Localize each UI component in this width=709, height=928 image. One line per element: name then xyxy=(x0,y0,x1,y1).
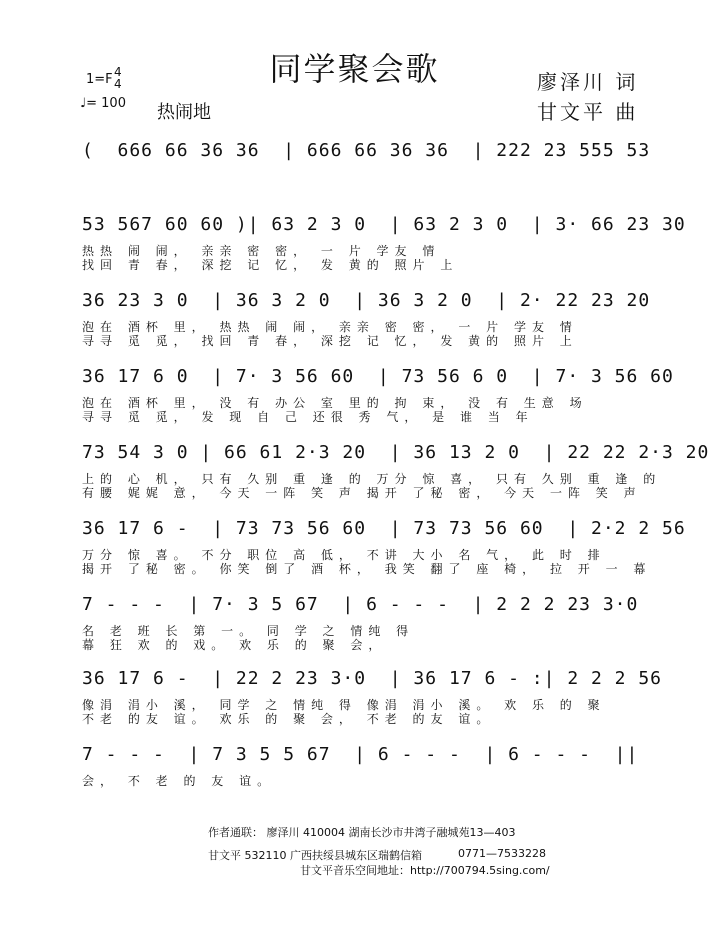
lyric-verse-2: 幕 狂 欢 的 戏。 欢 乐 的 聚 会， xyxy=(82,638,387,652)
lyric-verse-2: 寻寻 觅 觅， 发 现 自 己 还很 秀 气， 是 谁 当 年 xyxy=(82,410,534,424)
lyric-verse-1: 上的 心 机， 只有 久别 重 逢 的 万分 惊 喜， 只有 久别 重 逢 的 xyxy=(82,472,662,486)
lyric-verse-1: 万分 惊 喜。 不分 职位 高 低， 不讲 大小 名 气， 此 时 排 xyxy=(82,548,606,562)
notation-line: 7 - - - | 7 3 5 5 67 | 6 - - - | 6 - - - || xyxy=(82,744,639,765)
author-contact-line: 作者通联： 廖泽川 410004 湖南长沙市井湾子融城苑13—403 xyxy=(208,826,516,839)
lyricist-credit: 廖泽川 词 xyxy=(537,70,639,94)
music-space-url: 甘文平音乐空间地址：http://700794.5sing.com/ xyxy=(300,864,550,877)
key-signature: 1=F xyxy=(86,72,113,87)
lyric-verse-1: 会， 不 老 的 友 谊。 xyxy=(82,774,276,788)
composer-phone: 0771—7533228 xyxy=(458,847,546,860)
lyric-verse-2: 不老 的友 谊。 欢乐 的 聚 会， 不老 的友 谊。 xyxy=(82,712,495,726)
composer-credit: 甘文平 曲 xyxy=(537,100,639,124)
notation-line: 7 - - - | 7· 3 5 67 | 6 - - - | 2 2 2 23 3·0 xyxy=(82,594,639,615)
composer-contact-line: 甘文平 532110 广西扶绥县城东区瑞鹤信箱 xyxy=(208,849,422,862)
time-signature xyxy=(114,66,122,90)
notation-line: 36 17 6 0 | 7· 3 56 60 | 73 56 6 0 | 7· 3 56 60 xyxy=(82,366,674,387)
song-title: 同学聚会歌 xyxy=(269,50,440,88)
lyric-verse-1: 像涓 涓小 溪， 同学 之 情纯 得 像涓 涓小 溪。 欢 乐 的 聚 xyxy=(82,698,606,712)
notation-line: 73 54 3 0 | 66 61 2·3 20 | 36 13 2 0 | 22 22 2·3 20 xyxy=(82,442,709,463)
meter-top: 4 xyxy=(114,65,122,79)
lyric-verse-2: 有腰 娓娓 意， 今天 一阵 笑 声 揭开 了秘 密， 今天 一阵 笑 声 xyxy=(82,486,642,500)
lyric-verse-2: 揭开 了秘 密。 你笑 倒了 酒 杯， 我笑 翻了 座 椅， 拉 开 一 幕 xyxy=(82,562,652,576)
lyric-verse-1: 名 老 班 长 第 一。 同 学 之 情纯 得 xyxy=(82,624,415,638)
lyric-verse-1: 泡在 酒杯 里， 热热 闹 闹， 亲亲 密 密， 一 片 学友 情 xyxy=(82,320,578,334)
expression-marking: 热闹地 xyxy=(157,102,211,123)
notation-line: 53 567 60 60 )| 63 2 3 0 | 63 2 3 0 | 3· 66 23 30 xyxy=(82,214,686,235)
notation-line: 36 17 6 - | 73 73 56 60 | 73 73 56 60 | 2·2 2 56 xyxy=(82,518,686,539)
lyric-verse-2: 找回 青 春， 深挖 记 忆， 发 黄的 照片 上 xyxy=(82,258,459,272)
lyric-verse-1: 泡在 酒杯 里， 没 有 办公 室 里的 拘 束， 没 有 生意 场 xyxy=(82,396,588,410)
lyric-verse-1: 热热 闹 闹， 亲亲 密 密， 一 片 学友 情 xyxy=(82,244,441,258)
lyric-verse-2: 寻寻 觅 觅， 找回 青 春， 深挖 记 忆， 发 黄的 照片 上 xyxy=(82,334,578,348)
tempo-marking: ♩= 100 xyxy=(80,96,126,111)
notation-line: 36 23 3 0 | 36 3 2 0 | 36 3 2 0 | 2· 22 23 20 xyxy=(82,290,651,311)
notation-line: ( 666 66 36 36 | 666 66 36 36 | 222 23 555 53 xyxy=(82,140,651,161)
notation-line: 36 17 6 - | 22 2 23 3·0 | 36 17 6 - :| 2 2 2 56 xyxy=(82,668,663,689)
meter-bottom: 4 xyxy=(114,77,122,91)
